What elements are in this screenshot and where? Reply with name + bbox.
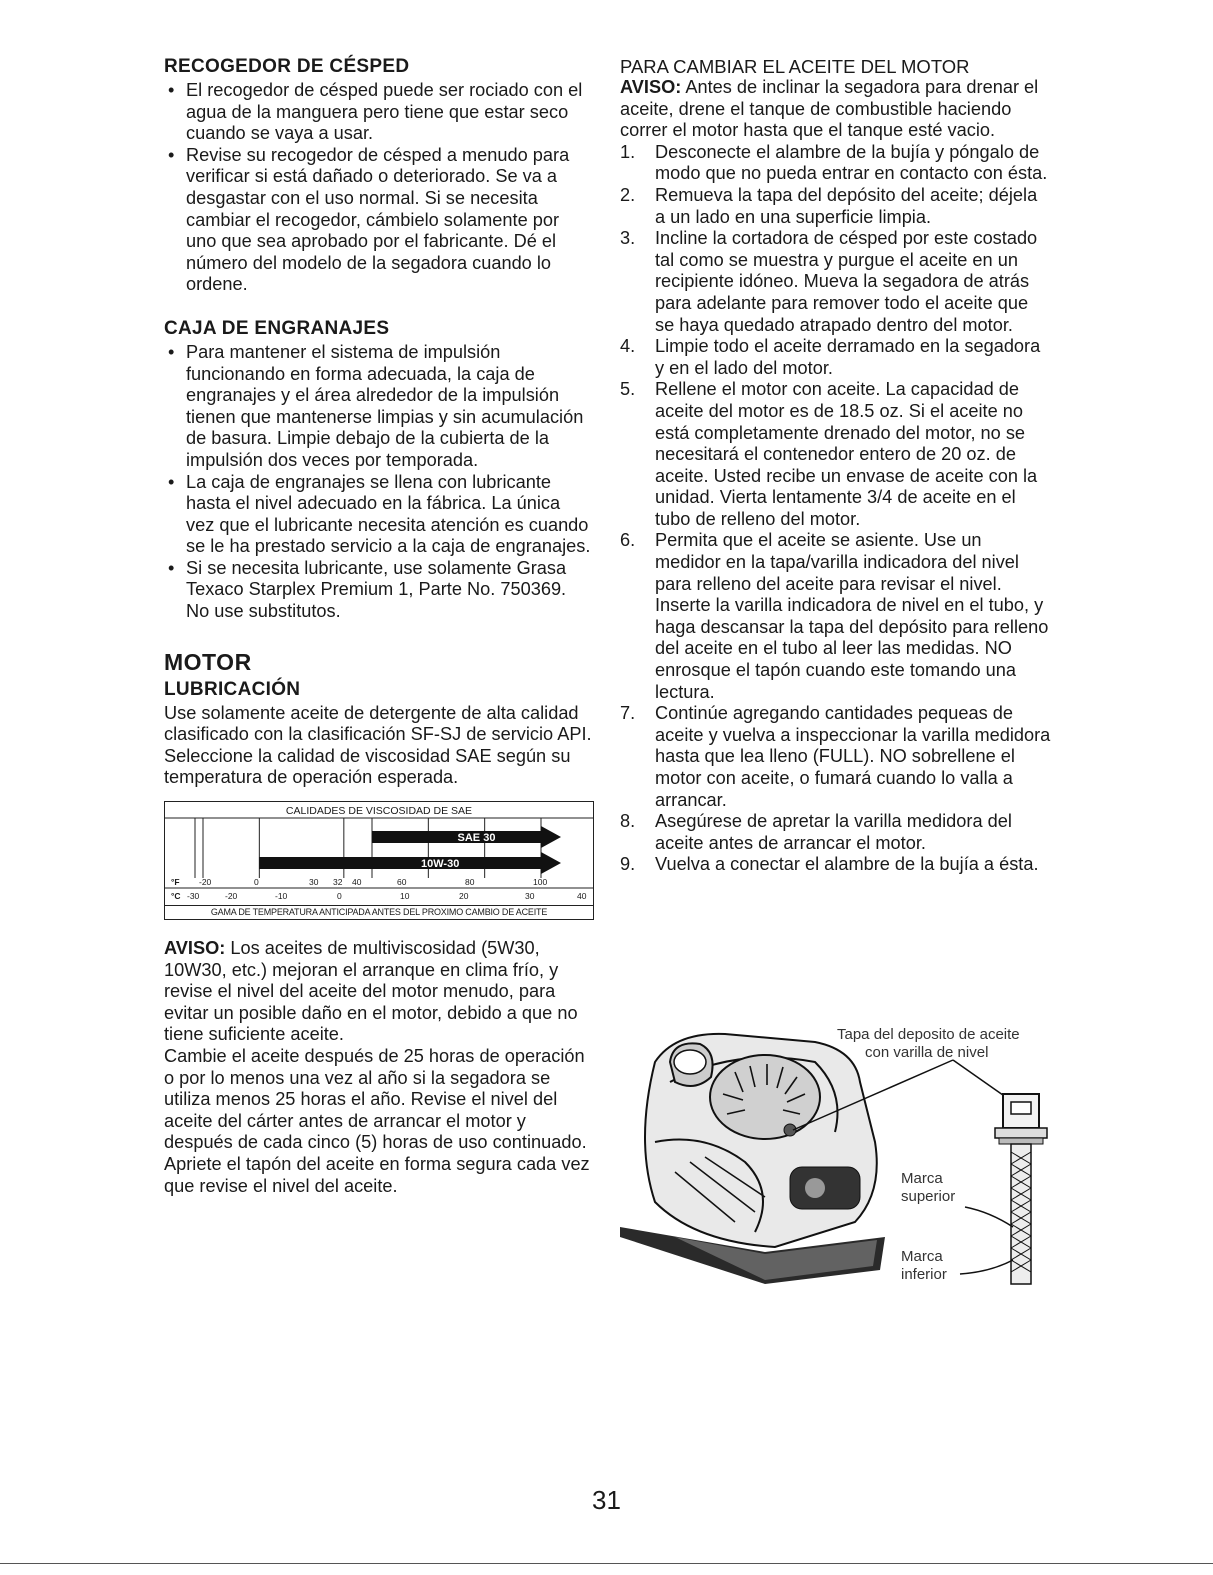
list-item: • El recogedor de césped puede ser rociado con el agua de la manguera pero tiene que estar seco cuando se vaya a usar. [164,80,592,145]
series-label: 10W-30 [421,858,460,871]
page-number: 31 [592,1485,621,1515]
notice-text: Antes de inclinar la segadora para drenar el aceite, drene el tanque de combustible haciendo correr el motor hasta que el tanque esté vacio. [620,77,1039,141]
chart-title: CALIDADES DE VISCOSIDAD DE SAE [285,805,473,818]
c-tick: 40 [577,891,587,902]
f-tick: -20 [199,877,212,888]
section-title-lubrication: LUBRICACIÓN [164,678,301,700]
gearbox-list [164,342,592,623]
lubrication-text: Use solamente aceite de detergente de alta calidad clasificado con la clasificación SF-SJ de servicio API. Seleccione la calidad de viscosidad SAE según su temperatura de operación esperada. [164,702,592,788]
chart-footer-box [164,906,594,920]
step-item: 6. Permita que el aceite se asiente. Use un medidor en la tapa/varilla indicadora del nivel para relleno del aceite para revisar el nivel. Inserte la varilla indicadora de nivel en el tubo, y haga descansar la tapa del depósito para relleno del aceite en el tubo al leer las medidas. NO enrosque el tapón cuando este tomando una lectura. [620,530,1049,702]
f-tick: 40 [352,877,362,888]
grass-catcher-list [164,80,592,296]
c-tick: 20 [459,891,469,902]
step-item: 1. Desconecte el alambre de la bujía y póngalo de modo que no pueda entrar en contacto con ésta. [620,141,1048,184]
engine-illustration [615,1022,1055,1294]
oil-change-steps [620,142,1052,876]
f-unit-label: °F [171,877,180,888]
series-label: SAE 30 [457,832,496,845]
f-tick: 0 [254,877,259,888]
upper-mark-label-2: superior [901,1188,956,1205]
oil-notice [164,938,592,1046]
step-item: 7. Continúe agregando cantidades pequeas de aceite y vuelva a inspeccionar la varilla medidora hasta que lea lleno (FULL). NO sobrellene el motor con aceite, o fumará cuando lo valla a arrancar. [620,703,1051,810]
engine-dipstick-figure [615,1022,1055,1294]
notice-label: AVISO: [620,77,682,97]
notice-label: AVISO: [164,938,226,959]
upper-mark-label-1: Marca [901,1170,943,1187]
notice-text: Los aceites de multiviscosidad (5W30, 10W30, etc.) mejoran el arranque en clima frío, y revise el nivel del aceite del motor menudo, para evitar un posible daño en el motor, debido a que no tiene suficiente aceite. [164,938,578,1045]
right-column [620,56,1052,876]
series-bar-10w-30 [259,852,561,874]
section-title-grass-catcher: RECOGEDOR DE CÉSPED [164,56,410,77]
left-column [164,56,592,1197]
f-tick: 80 [465,877,475,888]
c-tick: -30 [187,891,200,902]
c-unit-label: °C [171,891,181,902]
viscosity-chart [164,801,594,906]
step-item: 4. Limpie todo el aceite derramado en la segadora y en el lado del motor. [620,336,1041,378]
f-tick: 30 [309,877,319,888]
c-tick: -20 [225,891,238,902]
chart-plot [165,802,593,905]
f-tick: 100 [533,877,548,888]
dipstick-caption-1: Tapa del deposito de aceite [837,1026,1020,1043]
step-item: 2. Remueva la tapa del depósito del aceite; déjela a un lado en una superficie limpia. [620,184,1038,227]
step-item: 5. Rellene el motor con aceite. La capacidad de aceite del motor es de 18.5 oz. Si el aceite no está completamente drenado del motor, no se necesitará el contenedor entero de 20 oz. de aceite. Usted recibe un envase de aceite con la unidad. Vierta lentamente 3/4 de aceite en el tubo de relleno del motor. [620,379,1038,529]
list-item: • La caja de engranajes se llena con lubricante hasta el nivel adecuado en la fábrica. La única vez que el lubricante necesita atención es cuando se le ha prestado servicio a la caja de engranajes. [164,472,592,558]
section-title-gearbox: CAJA DE ENGRANAJES [164,317,390,339]
c-tick: -10 [275,891,288,902]
lower-mark-label-1: Marca [901,1248,943,1265]
dipstick-caption-2: con varilla de nivel [865,1044,989,1061]
bottom-rule [0,1563,1213,1564]
c-tick: 0 [337,891,342,902]
f-tick: 32 [333,877,343,888]
c-tick: 10 [400,891,410,902]
step-item: 3. Incline la cortadora de césped por este costado tal como se muestra y purgue el aceite en un recipiente idóneo. Mueva la segadora de atrás para adelante para remover todo el aceite que se haya quedado atrapado dentro del motor. [620,228,1038,335]
list-item: • Para mantener el sistema de impulsión funcionando en forma adecuada, la caja de engranajes y el área alrededor de la impulsión tienen que mantenerse limpias y sin acumulación de basura. Limpie debajo de la cubierta de la impulsión dos veces por temporada. [164,342,592,472]
list-item: • Si se necesita lubricante, use solamente Grasa Texaco Starplex Premium 1, Parte No. 750369. No use substitutos. [164,558,592,623]
list-item: • Revise su recogedor de césped a menudo para verificar si está dañado o deteriorado. Se va a desgastar con el uso normal. Si se necesita cambiar el recogedor, cámbielo solamente por uno que sea aprobado por el fabricante. Dé el número del modelo de la segadora cuando lo ordene. [164,145,592,296]
drain-notice [620,77,1052,142]
step-item: 8. Asegúrese de apretar la varilla medidora del aceite antes de arrancar el motor. [620,811,1012,853]
chart-footer: GAMA DE TEMPERATURA ANTICIPADA ANTES DEL PROXIMO CAMBIO DE ACEITE [210,907,548,918]
oil-change-text: Cambie el aceite después de 25 horas de operación o por lo menos una vez al año si la segadora se utiliza menos 25 horas el año. Revise el nivel del aceite del cárter antes de arrancar el motor y después de cada cinco (5) horas de uso continuado. Apriete el tapón del aceite en forma segura cada vez que revise el nivel del aceite. [164,1046,590,1196]
f-tick: 60 [397,877,407,888]
section-title-motor: MOTOR [164,648,252,675]
section-title-oil-change: PARA CAMBIAR EL ACEITE DEL MOTOR [620,56,970,77]
c-tick: 30 [525,891,535,902]
lower-mark-label-2: inferior [901,1266,947,1283]
step-item: 9. Vuelva a conectar el alambre de la bujía a ésta. [620,854,1039,875]
